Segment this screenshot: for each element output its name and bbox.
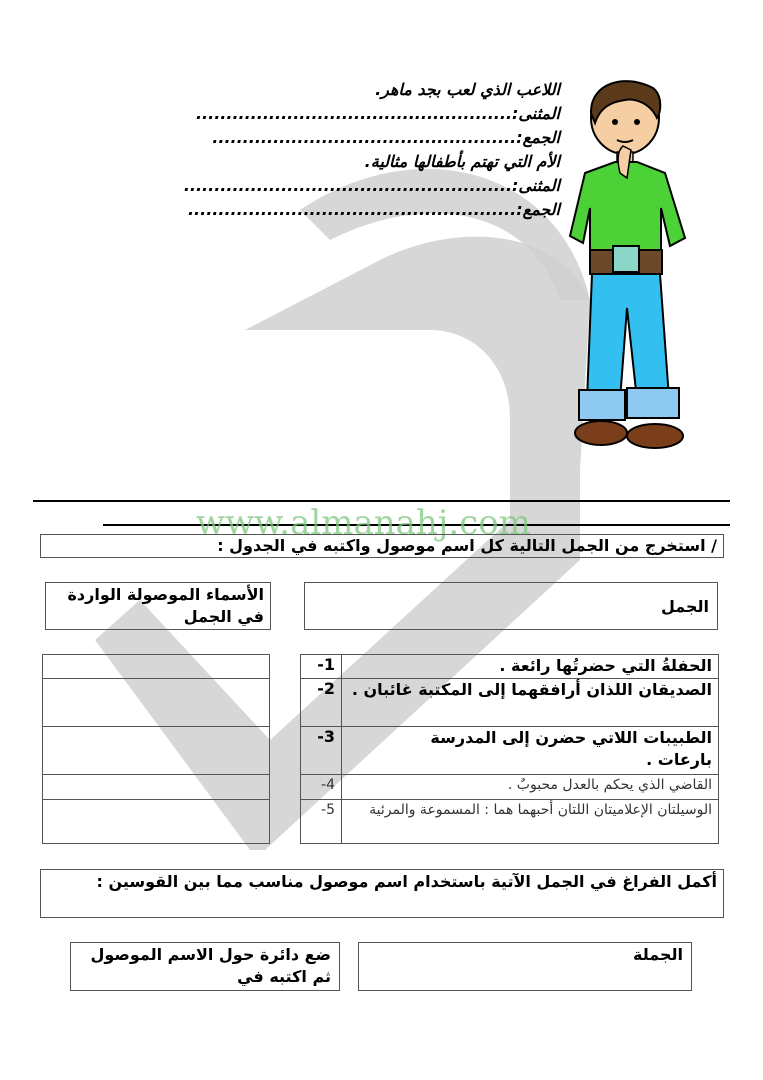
instruction-box: [40, 534, 724, 558]
table-row: [301, 775, 719, 800]
sentence-number: 5-: [301, 800, 342, 844]
sentence-text: القاضي الذي يحكم بالعدل محبوبٌ .: [342, 775, 719, 800]
table-row: [301, 679, 719, 727]
exercise-line-6: الجمع:......................................................: [187, 200, 560, 219]
table-row: [301, 655, 719, 679]
exercise-line-2: المثنى:....................................................: [195, 104, 560, 123]
answer-cell[interactable]: [43, 727, 270, 775]
answers-table: [42, 654, 270, 844]
sentence-number: 1-: [301, 655, 342, 679]
exercise-line-4: الأم التي تهتم بأطفالها مثالية.: [364, 152, 560, 171]
instruction-box-2: [40, 869, 724, 918]
answer-cell[interactable]: [43, 655, 270, 679]
sentence-text: الحفلةُ التي حضرتُها رائعة .: [342, 655, 719, 679]
table-row: [301, 727, 719, 775]
header-relative-nouns: [45, 582, 271, 630]
answer-cell[interactable]: [43, 800, 270, 844]
header-sentences: [304, 582, 718, 630]
sentence-text: الصديقان اللذان أرافقهما إلى المكتبة غائبان .: [342, 679, 719, 727]
header-circle: [70, 942, 340, 991]
exercise-line-3: الجمع:..................................................: [212, 128, 560, 147]
answer-cell[interactable]: [43, 775, 270, 800]
header-sentences-label: الجمل: [660, 597, 709, 616]
separator-line: [33, 500, 730, 502]
sentence-text: الطبيبات اللاتي حضرن إلى المدرسة بارعات .: [342, 727, 719, 775]
table-row: [301, 800, 719, 844]
answer-cell[interactable]: [43, 679, 270, 727]
watermark-url: www.almanahj.com: [196, 503, 531, 543]
sentence-number: 3-: [301, 727, 342, 775]
sentence-number: 2-: [301, 679, 342, 727]
sentence-text: الوسيلتان الإعلاميتان اللتان أحبهما هما : المسموعة والمرئية: [342, 800, 719, 844]
sentence-number: 4-: [301, 775, 342, 800]
header-relative-nouns-label: الأسماء الموصولة الواردة في الجمل: [67, 585, 264, 626]
instruction-text: / استخرج من الجمل التالية كل اسم موصول واكتبه في الجدول :: [217, 536, 717, 555]
instruction-text-2: أكمل الفراغ في الجمل الآتية باستخدام اسم موصول مناسب مما بين القوسين :: [96, 872, 717, 891]
boy-illustration: [565, 78, 700, 463]
header-sentence-label: الجملة: [633, 945, 683, 964]
header-sentence: [358, 942, 692, 991]
exercise-line-5: المثنى:......................................................: [183, 176, 560, 195]
header-circle-label: ضع دائرة حول الاسم الموصول ثم اكتبه في: [90, 945, 331, 986]
exercise-line-1: اللاعب الذي لعب بجد ماهر.: [375, 80, 560, 99]
sentences-table: [300, 654, 719, 844]
